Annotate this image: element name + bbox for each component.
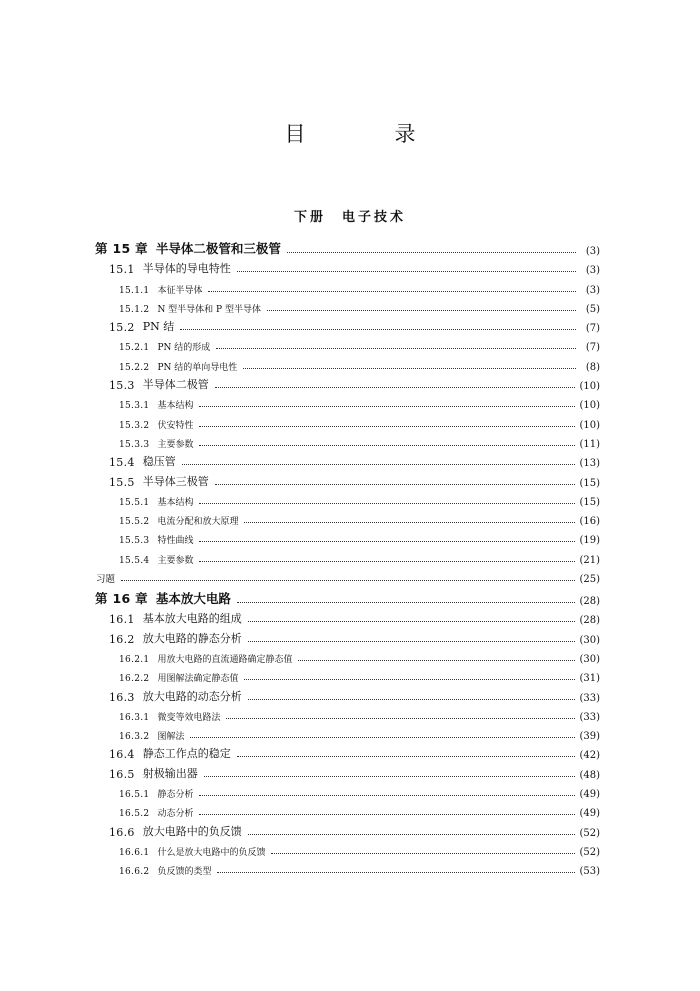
toc-leader-dots — [226, 717, 575, 719]
toc-entry-page: (3) — [585, 246, 600, 257]
toc-entry-subsection — [95, 665, 600, 684]
toc-entry-title: 什么是放大电路中的负反馈 — [157, 847, 266, 858]
toc-entry-title: 习题 — [96, 574, 116, 586]
toc-leader-dots — [204, 775, 576, 777]
toc-entry-page: (28) — [579, 615, 600, 627]
toc-entry-section — [95, 373, 600, 392]
toc-entry-title: 基本放大电路 — [155, 591, 231, 607]
toc-leader-dots — [298, 659, 575, 661]
toc-entry-title: 基本结构 — [157, 497, 194, 508]
toc-entry-page: (8) — [585, 361, 600, 373]
toc-entry-number: 15.5.2 — [119, 517, 150, 528]
toc-entry-number: 16.6.1 — [119, 847, 150, 858]
toc-entry-title: 静态工作点的稳定 — [142, 747, 231, 761]
toc-entry-page: (33) — [579, 692, 600, 704]
toc-entry-subsection — [95, 800, 600, 819]
toc-entry-page: (7) — [585, 342, 600, 354]
toc-entry-number: 15.4 — [109, 456, 135, 470]
toc-leader-dots — [237, 755, 576, 757]
toc-entry-section — [95, 626, 600, 645]
toc-leader-dots — [216, 347, 576, 349]
toc-entry-title: 静态分析 — [157, 790, 194, 801]
toc-leader-dots — [248, 833, 576, 835]
toc-entry-page: (10) — [579, 381, 600, 393]
toc-entry-subsection — [95, 411, 600, 430]
toc-entry-number: 16.2.2 — [119, 674, 150, 685]
toc-entry-page: (52) — [579, 827, 600, 839]
toc-entry-page: (28) — [579, 596, 600, 608]
toc-entry-page: (10) — [579, 419, 600, 431]
toc-leader-dots — [199, 444, 575, 446]
toc-entry-title: 稳压管 — [142, 455, 176, 469]
toc-entry-number: 15.3 — [109, 379, 135, 393]
toc-entry-page: (10) — [579, 400, 600, 412]
toc-entry-number: 16.3 — [109, 690, 135, 704]
toc-leader-dots — [199, 540, 575, 542]
toc-entry-subsection — [95, 489, 600, 508]
toc-entry-number: 15.5.4 — [119, 555, 150, 566]
toc-entry-number: 15.2.1 — [119, 343, 150, 354]
toc-entry-title: 放大电路的动态分析 — [142, 689, 242, 703]
toc-entry-page: (7) — [585, 323, 600, 335]
toc-entry-title: 电流分配和放大原理 — [157, 517, 239, 528]
toc-entry-section — [95, 469, 600, 488]
toc-entry-section — [95, 819, 600, 838]
toc-entry-subsection — [95, 334, 600, 353]
toc-entry-page: (33) — [579, 711, 600, 723]
toc-entry-title: 半导体二极管 — [142, 378, 209, 392]
toc-entry-page: (16) — [579, 516, 600, 528]
toc-entry-subsection — [95, 276, 600, 295]
toc-leader-dots — [180, 328, 576, 330]
toc-entry-subsection — [95, 781, 600, 800]
toc-entry-subsection — [95, 839, 600, 858]
toc-entry-title: 图解法 — [157, 732, 185, 743]
toc-entry-section — [95, 450, 600, 469]
toc-entry-number: 15.3.1 — [119, 401, 150, 412]
toc-entry-section — [95, 761, 600, 780]
toc-entry-subsection — [95, 704, 600, 723]
toc-leader-dots — [267, 309, 576, 311]
toc-entry-number: 16.6.2 — [119, 867, 150, 878]
toc-entry-page: (52) — [579, 846, 600, 858]
toc-entry-number: 16.5.1 — [119, 790, 150, 801]
toc-leader-dots — [217, 871, 575, 873]
toc-entry-title: 本征半导体 — [157, 285, 203, 296]
toc-entry-title: 伏安特性 — [157, 420, 194, 431]
toc-entry-page: (30) — [579, 653, 600, 665]
toc-leader-dots — [199, 425, 575, 427]
toc-entry-title: 特性曲线 — [157, 536, 194, 547]
toc-leader-dots — [208, 290, 576, 292]
toc-leader-dots — [243, 367, 576, 369]
toc-leader-dots — [237, 270, 576, 272]
toc-leader-dots — [237, 601, 576, 603]
toc-leader-dots — [215, 483, 576, 485]
toc-entry-number: 15.5.1 — [119, 497, 150, 508]
toc-entry-title: 半导体三极管 — [142, 474, 209, 488]
toc-leader-dots — [248, 640, 576, 642]
toc-entry-number: 16.2 — [109, 632, 135, 646]
toc-entry-page: (19) — [579, 535, 600, 547]
toc-entry-page: (30) — [579, 634, 600, 646]
toc-leader-dots — [248, 620, 576, 622]
toc-entry-number: 16.4 — [109, 748, 135, 762]
toc-entry-title: 负反馈的类型 — [157, 867, 212, 878]
toc-leader-dots — [248, 698, 576, 700]
toc-entry-title: 半导体的导电特性 — [142, 262, 231, 276]
toc-leader-dots — [199, 502, 575, 504]
toc-entry-page: (13) — [579, 458, 600, 470]
toc-leader-dots — [199, 794, 575, 796]
toc-entry-number: 16.2.1 — [119, 654, 150, 665]
toc-entry-title: 基本结构 — [157, 401, 194, 412]
toc-entry-title: 微变等效电路法 — [157, 712, 221, 723]
toc-entry-title: 用放大电路的直流通路确定静态值 — [157, 654, 293, 665]
toc-leader-dots — [215, 386, 576, 388]
toc-entry-title: PN 结的单向导电性 — [157, 362, 238, 373]
toc-entry-number: 第 16 章 — [95, 591, 148, 607]
toc-entry-title: 用图解法确定静态值 — [157, 674, 239, 685]
toc-leader-dots — [244, 678, 575, 680]
toc-leader-dots — [287, 251, 576, 253]
toc-entry-section — [95, 742, 600, 761]
toc-entry-title: 射极输出器 — [142, 766, 198, 780]
toc-entry-section — [95, 257, 600, 276]
toc-entry-title: 基本放大电路的组成 — [142, 612, 242, 626]
toc-entry-number: 16.5 — [109, 767, 135, 781]
toc-entry-number: 16.1 — [109, 613, 135, 627]
toc-entry-number: 第 15 章 — [95, 241, 148, 256]
toc-entry-number: 16.3.1 — [119, 712, 150, 723]
toc-entry-page: (39) — [579, 731, 600, 743]
toc-entry-number: 15.2.2 — [119, 362, 150, 373]
toc-entry-section — [95, 315, 600, 334]
toc-entry-subsection — [95, 508, 600, 527]
toc-entry-title: 放大电路中的负反馈 — [142, 824, 242, 838]
toc-leader-dots — [182, 463, 576, 465]
toc-entry-number: 16.3.2 — [119, 732, 150, 743]
toc-entry-subsection — [95, 723, 600, 742]
toc-entry-title: 主要参数 — [157, 439, 194, 450]
toc-entry-subsection — [95, 527, 600, 546]
toc-entry-title: 半导体二极管和三极管 — [155, 241, 281, 256]
toc-leader-dots — [121, 579, 575, 581]
toc-leader-dots — [199, 405, 575, 407]
toc-entry-number: 15.5.3 — [119, 536, 150, 547]
toc-entry-page: (42) — [579, 750, 600, 762]
page-title: 目 录 — [284, 122, 450, 146]
toc-leader-dots — [271, 852, 575, 854]
toc-entry-number: 15.3.3 — [119, 439, 150, 450]
toc-entry-subsection — [95, 392, 600, 411]
toc-leader-dots — [190, 736, 575, 738]
toc-entry-page: (15) — [579, 496, 600, 508]
toc-entry-title: 动态分析 — [157, 809, 194, 820]
toc-leader-dots — [244, 521, 575, 523]
toc-entry-title: N 型半导体和 P 型半导体 — [157, 304, 261, 315]
toc-entry-section — [95, 607, 600, 626]
toc-entry-page: (25) — [579, 574, 600, 586]
toc-leader-dots — [199, 560, 575, 562]
toc-entry-subsection — [95, 431, 600, 450]
toc-entry-subsection — [95, 546, 600, 565]
toc-entry-page: (11) — [579, 438, 600, 450]
toc-entry-page: (48) — [579, 769, 600, 781]
toc-entry-subsection — [95, 353, 600, 372]
toc-entry-chapter — [95, 235, 600, 257]
toc-entry-number: 15.5 — [109, 475, 135, 489]
toc-entry-page: (21) — [579, 554, 600, 566]
toc-entry-page: (53) — [579, 866, 600, 878]
toc-entry-number: 16.6 — [109, 825, 135, 839]
volume-title: 下册 电子技术 — [293, 210, 406, 225]
toc-entry-title: PN 结 — [142, 320, 175, 334]
toc-entry-subsection — [95, 296, 600, 315]
toc-entry-title: PN 结的形成 — [157, 343, 211, 354]
toc-entry-subsection — [95, 646, 600, 665]
table-of-contents — [95, 235, 600, 877]
toc-entry-number: 16.5.2 — [119, 809, 150, 820]
toc-entry-number: 15.1 — [109, 263, 135, 277]
toc-entry-page: (31) — [579, 673, 600, 685]
toc-entry-subsection — [95, 858, 600, 877]
toc-entry-exercise — [95, 566, 600, 585]
toc-entry-page: (15) — [579, 477, 600, 489]
toc-entry-page: (3) — [585, 284, 600, 296]
toc-entry-page: (49) — [579, 789, 600, 801]
toc-entry-title: 主要参数 — [157, 555, 194, 566]
toc-entry-number: 15.2 — [109, 321, 135, 335]
toc-entry-title: 放大电路的静态分析 — [142, 631, 242, 645]
toc-leader-dots — [199, 813, 575, 815]
toc-entry-page: (5) — [585, 303, 600, 315]
toc-entry-section — [95, 684, 600, 703]
toc-entry-chapter — [95, 585, 600, 607]
toc-entry-number: 15.1.2 — [119, 304, 150, 315]
toc-entry-page: (3) — [585, 265, 600, 277]
toc-entry-number: 15.1.1 — [119, 285, 150, 296]
toc-entry-number: 15.3.2 — [119, 420, 150, 431]
toc-entry-page: (49) — [579, 808, 600, 820]
